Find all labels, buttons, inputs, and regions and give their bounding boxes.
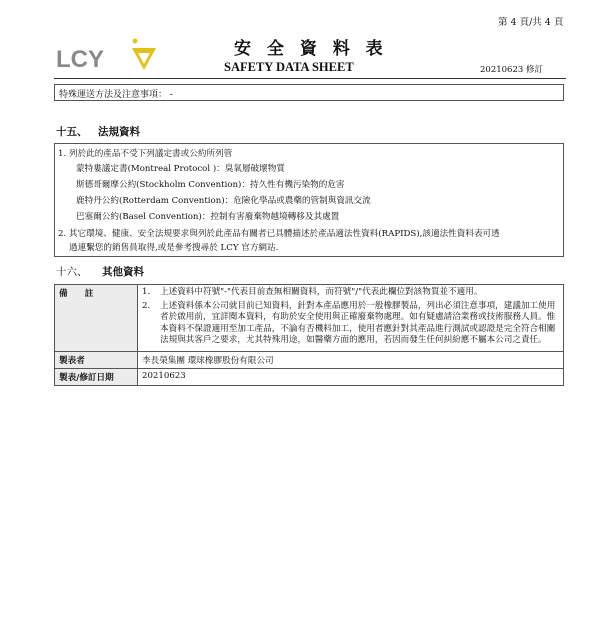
regulatory-line-2: 2. 其它環境、健康、安全法規要求與列於此產品有關者已具體描述於產品適法性資料(RAPIDS),該適法性資料表可透 [58,229,500,239]
maker-label: 製表者 [55,351,138,368]
document-title-en: SAFETY DATA SHEET [224,60,354,74]
convention-item: 蒙特婁議定書(Montreal Protocol )：臭氧層破壞物質 [76,164,285,174]
header-divider [54,78,566,79]
convention-item: 斯德哥爾摩公約(Stockholm Convention)：持久性有機污染物的危害 [76,180,345,190]
logo-dot-icon [133,39,138,44]
note-number: 2. [142,300,151,311]
transport-precautions [54,84,564,101]
revision-date-label: 製表/修訂日期 [55,368,138,385]
section-number: 十六、 [56,266,88,278]
remarks-list [142,287,559,347]
revision-date-value: 20210623 [138,368,564,385]
regulatory-info-box [54,143,564,257]
transport-label: 特殊運送方法及注意事項： - [59,90,173,100]
convention-item: 巴塞爾公約(Basel Convention)：控制有害廢棄物越境轉移及其處置 [76,212,340,222]
regulatory-line-1: 1. 列於此的產品不受下列議定書或公約所列管 [58,149,233,159]
list-item [142,287,559,299]
note-text: 上述資料係本公司就目前已知資料，針對本產品應用於一般橡膠製品，列出必須注意事項，建議加工使用者於啟用前，宜詳閱本資料，有助於安全使用與正確廢棄物處理。如有疑慮請洽業務或技術服務人員。惟本資料不保證適用至加工產品，不論有否機料加工，使用者應針對其產品進行測試或認證是完全符合相關法規與其客戶之要求，尤其特殊用途，如醫藥方面的應用，若因而發生任何糾紛應不屬本公司之責任。 [160,300,556,345]
maker-value: 李長榮集團 環球橡膠股份有限公司 [138,351,564,368]
note-number: 1. [142,287,151,297]
page-number: 第 4 頁/共 4 頁 [498,17,564,28]
section-16-heading [56,264,144,279]
table-row [55,351,564,368]
remarks-content [138,285,564,352]
list-item [142,301,559,347]
remarks-label: 備 註 [55,285,138,352]
convention-item: 鹿特丹公約(Rotterdam Convention)：危險化學品或農藥的管制與資訊交流 [76,196,371,206]
table-row [55,285,564,352]
document-title-zh: 安 全 資 料 表 [234,39,388,59]
section-15-heading [56,124,140,139]
other-info-table [54,284,564,386]
revision-date: 20210623 修訂 [480,65,543,75]
section-title: 法規資料 [98,126,140,138]
company-logo [56,34,156,74]
note-text: 上述資料中符號"-"代表目前查無相關資料，而符號"/"代表此欄位對該物質並不適用。 [160,287,483,297]
logo-text: LCY [56,46,104,73]
section-number: 十五、 [56,126,88,138]
regulatory-line-2-cont: 過連繫您的銷售員取得,或是參考搜尋於 LCY 官方網站. [69,243,279,253]
section-title: 其他資料 [102,266,144,278]
table-row [55,368,564,385]
